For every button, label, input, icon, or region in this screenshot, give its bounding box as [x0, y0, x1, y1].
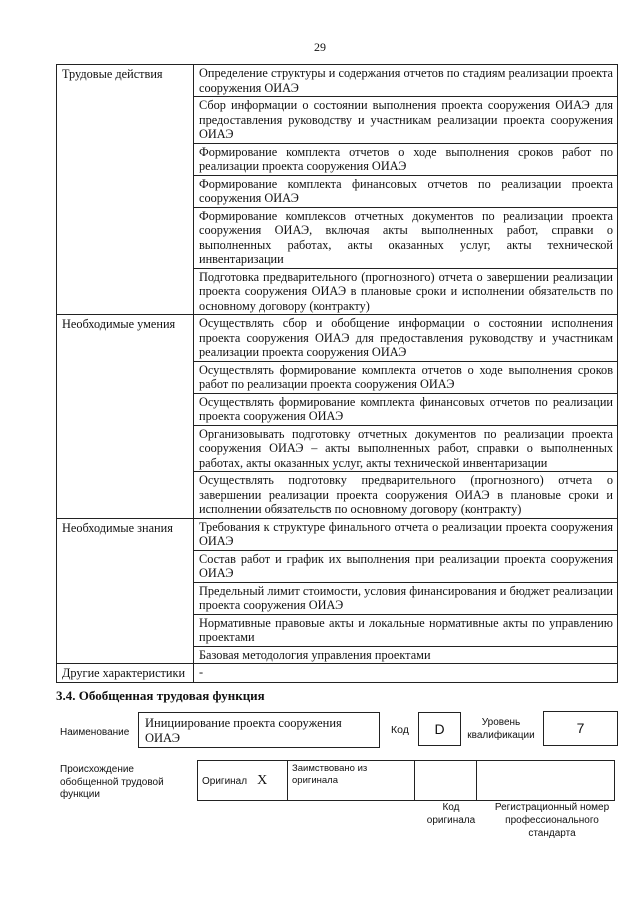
- section-heading: 3.4. Обобщенная трудовая функция: [56, 688, 265, 703]
- table-cell-item: Определение структуры и содержания отчетов по стадиям реализации проекта сооружения ОИАЭ: [194, 65, 618, 97]
- original-mark: X: [257, 772, 268, 788]
- table-cell-item: Состав работ и график их выполнения при реализации проекта сооружения ОИАЭ: [194, 550, 618, 582]
- group-label: Необходимые знания: [57, 518, 194, 664]
- origin-table: [197, 760, 615, 801]
- table-cell-item: Базовая методология управления проектами: [194, 646, 618, 664]
- group-label: Другие характеристики: [57, 664, 194, 683]
- table-cell-item: Осуществлять подготовку предварительного (прогнозного) отчета о завершении реализации проекта сооружения ОИАЭ в плановые сроки и исполнении обязательств по основному договору (контракту): [194, 472, 618, 519]
- code-value: D: [418, 712, 461, 746]
- table-cell-item: Сбор информации о состоянии выполнения проекта сооружения ОИАЭ для предоставления руководству и участникам реализации проекта сооружения ОИАЭ: [194, 97, 618, 144]
- original-code-cell: [415, 761, 477, 801]
- table-row: [57, 65, 618, 97]
- table-body: [57, 65, 618, 683]
- registration-number-caption: Регистрационный номер профессионального стандарта: [494, 802, 610, 839]
- original-cell: [198, 761, 288, 801]
- table-cell-item: Подготовка предварительного (прогнозного) отчета о завершении реализации проекта сооружения ОИАЭ в плановые сроки и исполнении обязательств по основному договору (контракту): [194, 268, 618, 315]
- qualification-level-label: Уровень квалификации: [467, 717, 535, 741]
- code-label: Код: [391, 724, 409, 736]
- table-cell-item: Формирование комплексов отчетных документов по реализации проекта сооружения ОИАЭ, включая акты выполненных работ, справки о выполненных работах, акты оказанных услуг, акты технической инвентаризации: [194, 207, 618, 268]
- original-label: Оригинал: [202, 775, 248, 787]
- original-code-caption: Код оригинала: [426, 802, 476, 826]
- table-cell-item: Осуществлять сбор и обобщение информации о состоянии исполнения проекта сооружения ОИАЭ для предоставления руководству и участникам реализации проекта сооружения ОИАЭ: [194, 315, 618, 362]
- table-cell-item: Осуществлять формирование комплекта финансовых отчетов по реализации проекта сооружения ОИАЭ: [194, 393, 618, 425]
- labor-functions-table: [56, 64, 618, 683]
- table-cell-item: Предельный лимит стоимости, условия финансирования и бюджет реализации проекта сооружения ОИАЭ: [194, 582, 618, 614]
- origin-label: Происхождение обобщенной трудовой функции: [60, 764, 164, 800]
- table-cell-item: Осуществлять формирование комплекта отчетов о ходе выполнения сроков работ по реализации проекта сооружения ОИАЭ: [194, 361, 618, 393]
- table-cell-item: Нормативные правовые акты и локальные нормативные акты по управлению проектами: [194, 614, 618, 646]
- group-label: Трудовые действия: [57, 65, 194, 315]
- table-cell-item: Требования к структуре финального отчета о реализации проекта сооружения ОИАЭ: [194, 518, 618, 550]
- borrowed-label: Заимствовано из оригинала: [288, 761, 415, 801]
- qualification-level-value: 7: [543, 711, 618, 746]
- page-number: 29: [314, 40, 326, 54]
- registration-number-cell: [477, 761, 615, 801]
- table-row: [57, 518, 618, 550]
- group-label: Необходимые умения: [57, 315, 194, 519]
- name-value: Инициирование проекта сооружения ОИАЭ: [138, 712, 380, 748]
- table-cell-item: Организовывать подготовку отчетных документов по реализации проекта сооружения ОИАЭ – акты выполненных работ, справки о выполненных работах, акты оказанных услуг, акты технической инвентаризации: [194, 425, 618, 472]
- table-row: [57, 315, 618, 362]
- name-label: Наименование: [60, 727, 130, 738]
- table-row: [57, 664, 618, 683]
- table-cell-item: -: [194, 664, 618, 683]
- table-cell-item: Формирование комплекта отчетов о ходе выполнения сроков работ по реализации проекта сооружения ОИАЭ: [194, 143, 618, 175]
- table-cell-item: Формирование комплекта финансовых отчетов по реализации проекта сооружения ОИАЭ: [194, 175, 618, 207]
